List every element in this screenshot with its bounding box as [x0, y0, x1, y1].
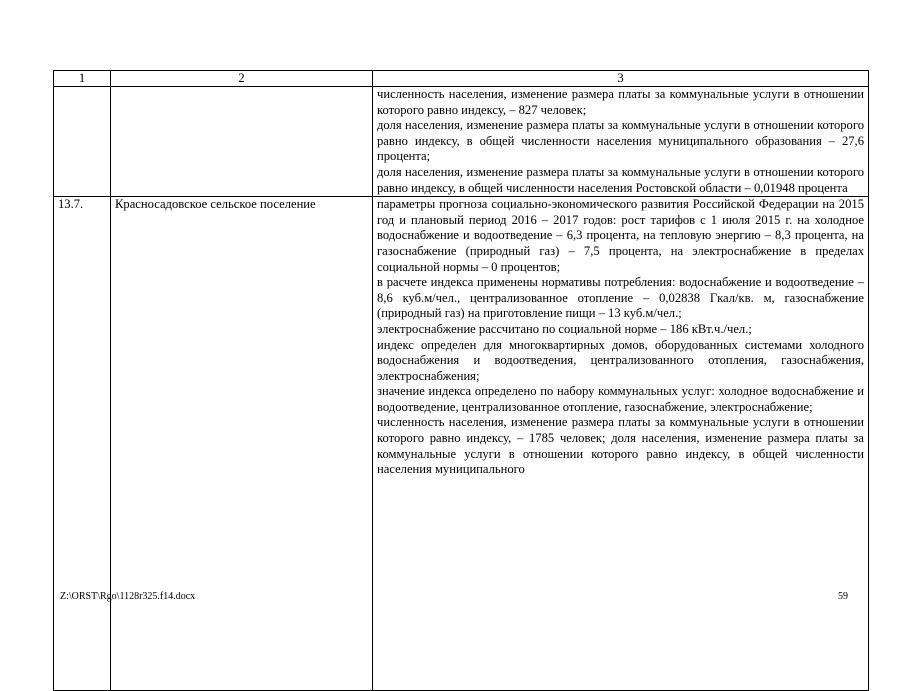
parameters-content — [377, 197, 864, 690]
footer-page-number: 59 — [838, 591, 848, 602]
table-header-row — [54, 71, 869, 87]
parameter-paragraph: значение индекса определено по набору коммунальных услуг: холодное водоснабжение и водоотведение, централизованное отопление, газоснабжение, электроснабжение; — [377, 384, 864, 414]
footer-file-path: Z:\ORST\Rgo\1128r325.f14.docx — [60, 591, 196, 602]
parameter-paragraph: в расчете индекса применены нормативы потребления: водоснабжение и водоотведение – 8,6 куб.м/чел., централизованное отопление – 0,02838 Гкал/кв. м, газоснабжение (природный газ) на приготовление пищи – 13 куб.м/чел.; — [377, 275, 864, 321]
parameter-paragraph: доля населения, изменение размера платы за коммунальные услуги в отношении которого равно индексу, в общей численности населения муниципального образования – 27,6 процента; — [377, 118, 864, 164]
parameter-paragraph: численность населения, изменение размера платы за коммунальные услуги в отношении которого равно индексу, – 1785 человек; доля населения, изменение размера платы за коммунальные услуги в отношении которого равно индексу, в общей численности населения муниципального — [377, 415, 864, 477]
column-header-3: 3 — [373, 71, 869, 87]
parameter-paragraph: параметры прогноза социально-экономического развития Российской Федерации на 2015 год и плановый период 2016 – 2017 годов: рост тарифов с 1 июля 2015 г. на холодное водоснабжение и водоотведение – 6,3 процента, на тепловую энергию – 8,3 процента, на газоснабжение (природный газ) – 7,5 процента, на электроснабжение в пределах социальной нормы – 0 процентов; — [377, 197, 864, 274]
parameter-paragraph: электроснабжение рассчитано по социальной норме – 186 кВт.ч./чел.; — [377, 321, 752, 336]
parameter-paragraph: численность населения, изменение размера платы за коммунальные услуги в отношении которого равно индексу, – 827 человек; — [377, 87, 864, 117]
table-row-continuation — [54, 87, 869, 197]
parameter-paragraph: доля населения, изменение размера платы за коммунальные услуги в отношении которого равно индексу, в общей численности населения Ростовской области – 0,01948 процента — [377, 164, 864, 195]
column-header-2: 2 — [111, 71, 373, 87]
parameters-cell — [373, 197, 869, 691]
row-number-cell — [54, 87, 111, 197]
table-row-13-7 — [54, 197, 869, 691]
parameters-cell — [373, 87, 869, 197]
column-header-1: 1 — [54, 71, 111, 87]
parameter-paragraph: индекс определен для многоквартирных домов, оборудованных системами холодного водоснабжения и водоотведения, централизованного отопления, газоснабжения, электроснабжения; — [377, 337, 864, 383]
row-number-cell: 13.7. — [54, 197, 111, 691]
municipality-name-cell — [111, 87, 373, 197]
municipality-name-cell: Красносадовское сельское поселение — [111, 197, 373, 691]
